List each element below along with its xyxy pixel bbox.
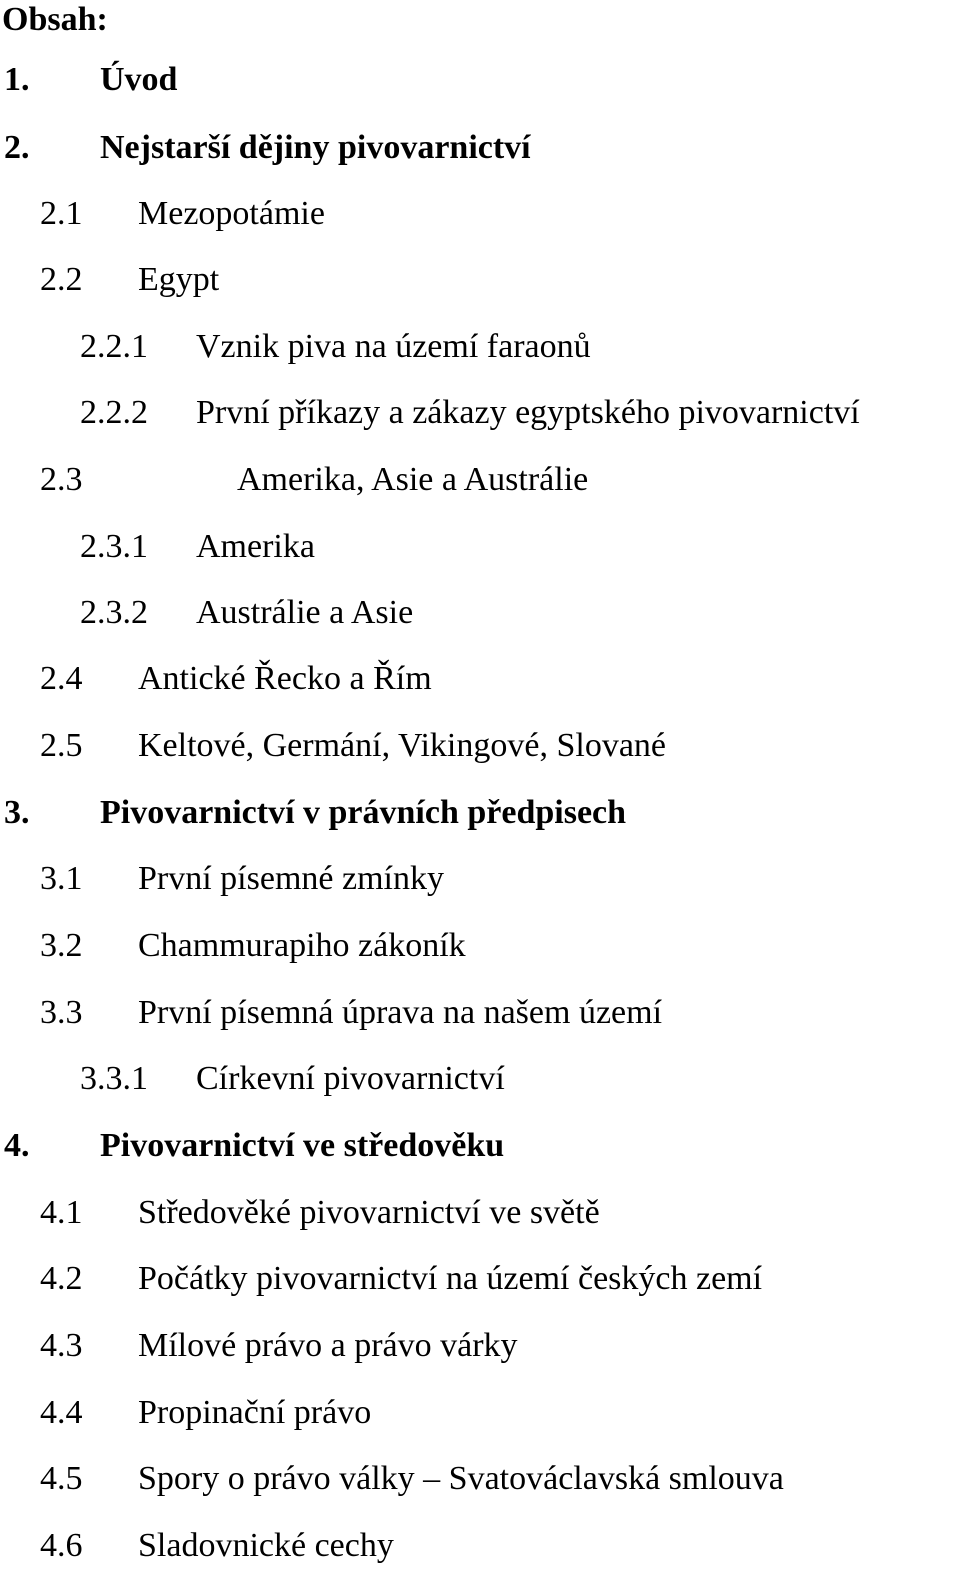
toc-entry-label: Vznik piva na území faraonů [196, 328, 591, 365]
toc-entry-number: 2. [4, 129, 30, 166]
toc-entry-number: 3.3.1 [80, 1060, 148, 1097]
toc-entry-number: 4.6 [40, 1527, 83, 1564]
toc-entry-label: Keltové, Germání, Vikingové, Slované [138, 727, 666, 764]
toc-entry-label: Středověké pivovarnictví ve světě [138, 1194, 600, 1231]
toc-entry-label: První písemná úprava na našem území [138, 994, 663, 1031]
toc-entry-number: 2.5 [40, 727, 83, 764]
toc-entry-label: Amerika, Asie a Austrálie [237, 461, 589, 498]
toc-entry-number: 2.3.2 [80, 594, 148, 631]
toc-entry-label: Egypt [138, 261, 220, 298]
toc-entry-number: 2.2.2 [80, 394, 148, 431]
toc-entry-label: Antické Řecko a Řím [138, 660, 432, 697]
toc-title: Obsah: [2, 1, 108, 38]
toc-entry-label: Počátky pivovarnictví na území českých zemí [138, 1260, 763, 1297]
toc-entry-number: 4. [4, 1127, 30, 1164]
toc-entry-label: Spory o právo války – Svatováclavská smlouva [138, 1460, 784, 1497]
toc-entry-label: Sladovnické cechy [138, 1527, 394, 1564]
toc-entry-label: Církevní pivovarnictví [196, 1060, 505, 1097]
toc-entry-number: 4.3 [40, 1327, 83, 1364]
toc-entry-label: Úvod [100, 61, 178, 98]
toc-entry-number: 3.3 [40, 994, 83, 1031]
toc-entry-number: 4.4 [40, 1394, 83, 1431]
toc-entry-number: 3.2 [40, 927, 83, 964]
toc-entry-number: 2.4 [40, 660, 83, 697]
toc-entry-label: Propinační právo [138, 1394, 372, 1431]
toc-entry-label: Chammurapiho zákoník [138, 927, 466, 964]
toc-entry-number: 4.1 [40, 1194, 83, 1231]
toc-entry-number: 2.3.1 [80, 528, 148, 565]
toc-entry-label: První písemné zmínky [138, 860, 444, 897]
toc-entry-label: Nejstarší dějiny pivovarnictví [100, 129, 531, 166]
toc-entry-number: 2.2 [40, 261, 83, 298]
toc-entry-number: 3.1 [40, 860, 83, 897]
toc-entry-number: 3. [4, 794, 30, 831]
toc-entry-number: 2.2.1 [80, 328, 148, 365]
toc-entry-label: Austrálie a Asie [196, 594, 414, 631]
toc-entry-label: Mílové právo a právo várky [138, 1327, 518, 1364]
toc-entry-number: 1. [4, 61, 30, 98]
toc-entry-label: Mezopotámie [138, 195, 325, 232]
toc-entry-number: 4.5 [40, 1460, 83, 1497]
toc-entry-label: Pivovarnictví v právních předpisech [100, 794, 627, 831]
toc-entry-number: 2.3 [40, 461, 83, 498]
toc-entry-number: 4.2 [40, 1260, 83, 1297]
toc-entry-label: Pivovarnictví ve středověku [100, 1127, 505, 1164]
toc-entry-number: 2.1 [40, 195, 83, 232]
toc-entry-label: První příkazy a zákazy egyptského pivovarnictví [196, 394, 860, 431]
toc-entry-label: Amerika [196, 528, 315, 565]
